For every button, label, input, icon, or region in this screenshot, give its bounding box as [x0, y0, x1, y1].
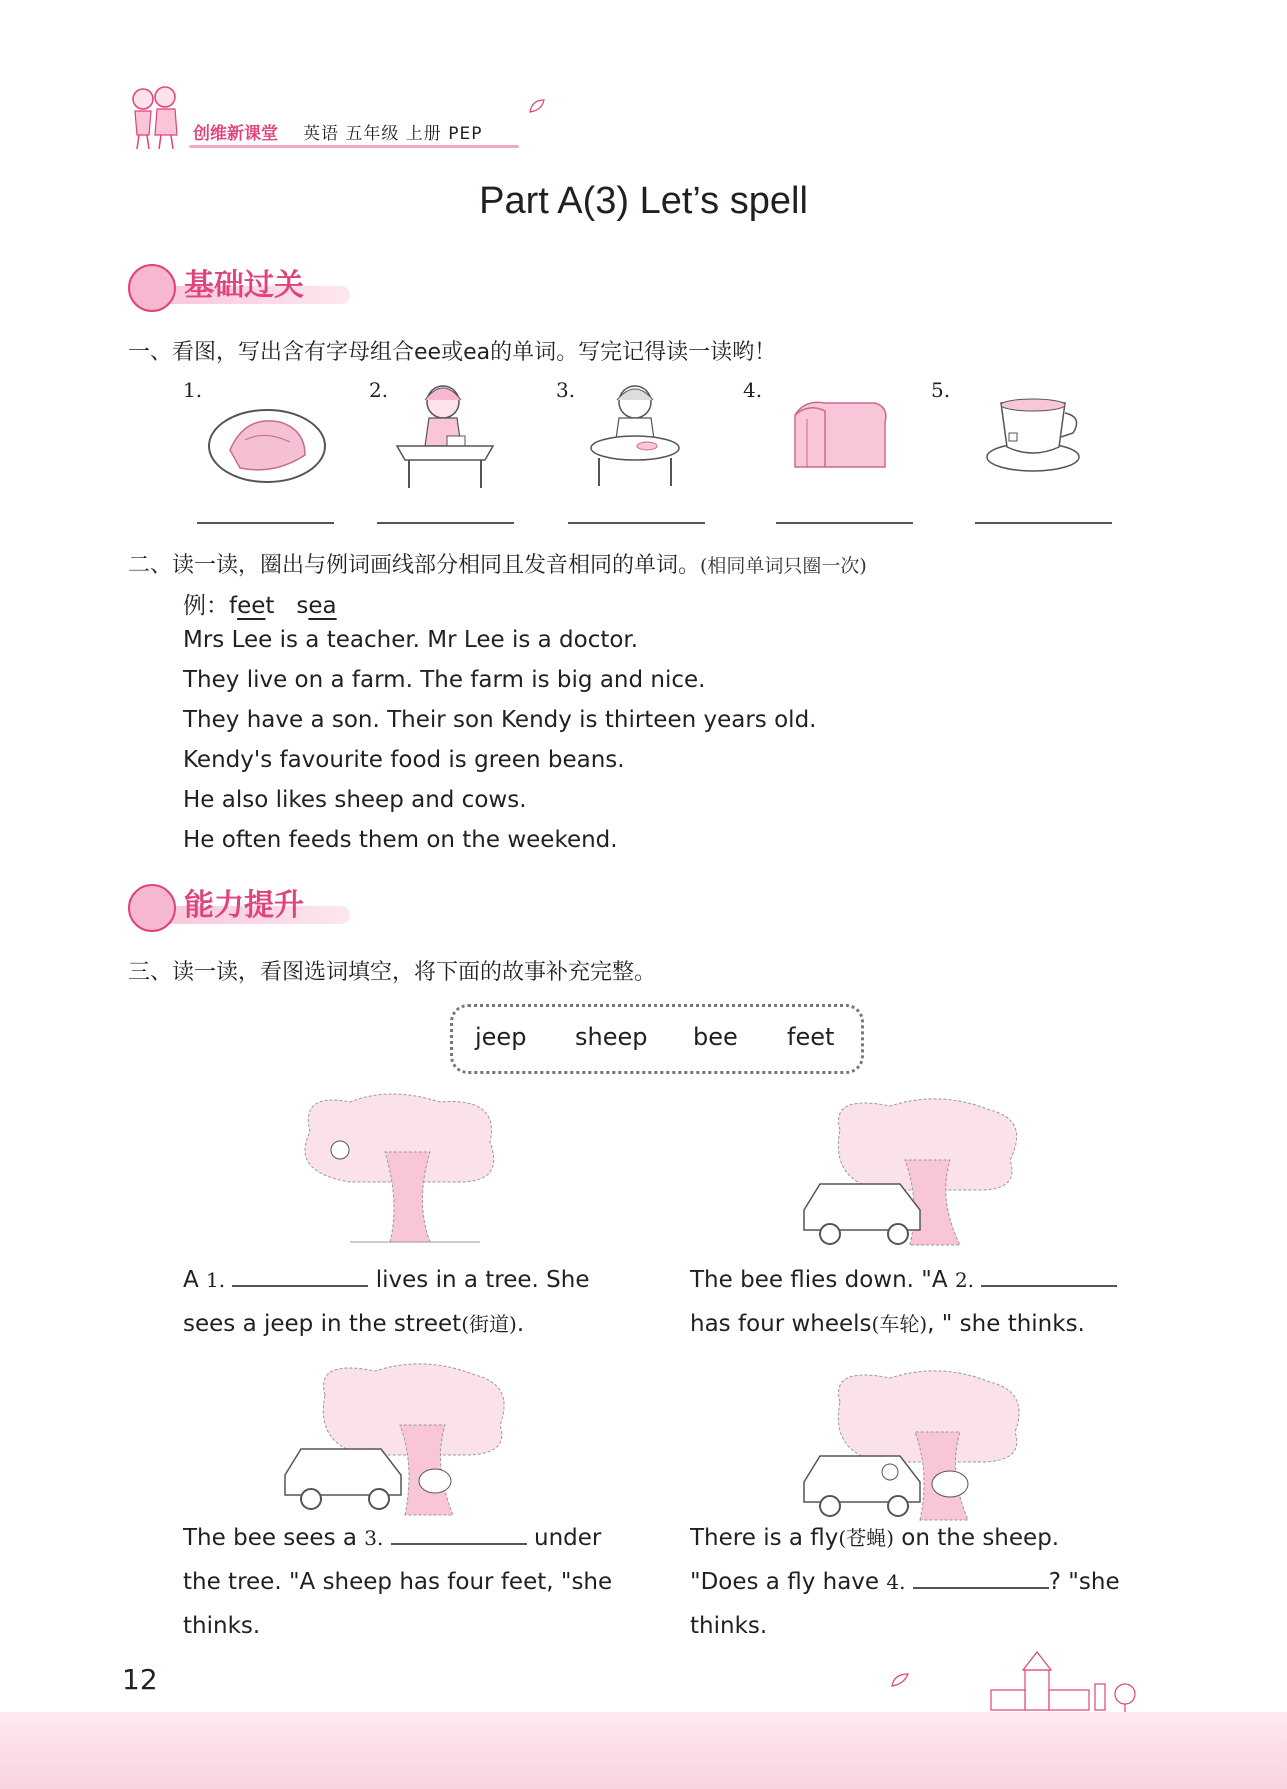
example-word-2-start: s: [296, 593, 309, 619]
story-blank-2[interactable]: [981, 1263, 1117, 1287]
item-number: 3.: [556, 378, 576, 402]
tea-cup-icon: [985, 395, 1085, 475]
story-paragraph-2: [690, 1258, 1117, 1346]
story-text: thinks.: [183, 1613, 261, 1639]
brand-name: 创维新课堂: [193, 124, 278, 144]
item-number: 4.: [743, 378, 763, 402]
story-blank-1[interactable]: [232, 1263, 368, 1287]
tree-jeep-sheep-picture: [285, 1365, 515, 1515]
blank-number: 1.: [206, 1268, 226, 1292]
story-paragraph-3: [183, 1516, 612, 1648]
kids-logo-icon: [125, 85, 185, 151]
story-paragraph-4: [690, 1516, 1120, 1648]
answer-blank-2[interactable]: [377, 522, 514, 524]
meat-icon: [205, 400, 330, 490]
question-1-prompt: 一、看图，写出含有字母组合ee或ea的单词。写完记得读一读哟！: [128, 340, 777, 365]
word-bank: [450, 1004, 864, 1074]
word-option: feet: [787, 1023, 835, 1051]
story-text: lives in a tree. She: [368, 1267, 590, 1293]
example-line: [183, 587, 337, 620]
answer-blank-1[interactable]: [197, 522, 334, 524]
word-option: bee: [693, 1023, 738, 1051]
book-info: 英语 五年级 上册 PEP: [303, 124, 483, 144]
item-number: 2.: [369, 378, 389, 402]
leaf-decoration-icon: [890, 1672, 910, 1688]
reading-line: He often feeds them on the weekend.: [183, 827, 618, 853]
word-option: jeep: [475, 1023, 527, 1051]
story-text: "Does a fly have: [690, 1569, 887, 1595]
example-underlined-1: ee: [237, 593, 266, 619]
girl-reading-icon: [395, 380, 495, 490]
question-2-text: 二、读一读，圈出与例词画线部分相同且发音相同的单词。: [128, 553, 701, 578]
answer-blank-3[interactable]: [568, 522, 705, 524]
blank-number: 4.: [886, 1570, 906, 1594]
mascot-icon: [128, 884, 176, 932]
item-number: 1.: [183, 378, 203, 402]
leaf-decoration-icon: [528, 98, 546, 114]
question-3-prompt: 三、读一读，看图选词填空，将下面的故事补充完整。: [128, 960, 657, 985]
header-divider: [189, 145, 519, 148]
story-text: on the sheep.: [894, 1525, 1060, 1551]
story-text: .: [516, 1311, 525, 1337]
story-text: The bee sees a: [183, 1525, 365, 1551]
story-text: under: [526, 1525, 602, 1551]
page-title: Part A(3) Let’s spell: [479, 180, 808, 222]
reading-line: Mrs Lee is a teacher. Mr Lee is a doctor.: [183, 627, 639, 653]
page-number: 12: [122, 1663, 158, 1696]
castle-decoration-icon: [985, 1650, 1160, 1720]
reading-line: They live on a farm. The farm is big and nice.: [183, 667, 706, 693]
blank-number: 3.: [364, 1526, 384, 1550]
story-text: The bee flies down. "A: [690, 1267, 955, 1293]
section-label: 能力提升: [184, 888, 304, 923]
reading-line: They have a son. Their son Kendy is thirteen years old.: [183, 707, 817, 733]
story-text: thinks.: [690, 1613, 768, 1639]
page-header: [125, 85, 545, 155]
story-text: the tree. "A sheep has four feet, "she: [183, 1569, 613, 1595]
story-text: has four wheels: [690, 1311, 872, 1337]
chinese-gloss: (街道): [461, 1312, 517, 1336]
girl-eating-icon: [585, 380, 685, 490]
story-blank-3[interactable]: [391, 1521, 527, 1545]
story-text: A: [183, 1267, 207, 1293]
question-2-note: (相同单词只圈一次): [700, 555, 867, 577]
item-number: 5.: [931, 378, 951, 402]
bread-icon: [785, 395, 890, 475]
story-blank-4[interactable]: [913, 1565, 1049, 1589]
tree-jeep-sheep-fly-picture: [800, 1372, 1030, 1520]
story-text: sees a jeep in the street: [183, 1311, 462, 1337]
tree-bee-picture: [290, 1092, 510, 1242]
story-paragraph-1: [183, 1258, 590, 1346]
footer-band: [0, 1712, 1287, 1789]
mascot-icon: [128, 264, 176, 312]
section-label: 基础过关: [184, 268, 304, 303]
example-label: 例：: [183, 593, 229, 619]
answer-blank-4[interactable]: [776, 522, 913, 524]
example-word-1-start: f: [229, 593, 238, 619]
reading-line: Kendy's favourite food is green beans.: [183, 747, 625, 773]
story-text: , " she thinks.: [927, 1311, 1085, 1337]
example-word-1-end: t: [265, 593, 275, 619]
example-underlined-2: ea: [308, 593, 337, 619]
section-badge-advanced: [128, 880, 358, 932]
question-2-prompt: [128, 548, 867, 579]
story-text: There is a fly: [690, 1525, 839, 1551]
chinese-gloss: (苍蝇): [838, 1526, 894, 1550]
answer-blank-5[interactable]: [975, 522, 1112, 524]
reading-line: He also likes sheep and cows.: [183, 787, 527, 813]
word-option: sheep: [575, 1023, 648, 1051]
section-badge-basic: [128, 260, 358, 312]
chinese-gloss: (车轮): [871, 1312, 928, 1336]
blank-number: 2.: [954, 1268, 975, 1292]
tree-jeep-picture: [800, 1100, 1025, 1245]
story-text: ? "she: [1048, 1569, 1120, 1595]
